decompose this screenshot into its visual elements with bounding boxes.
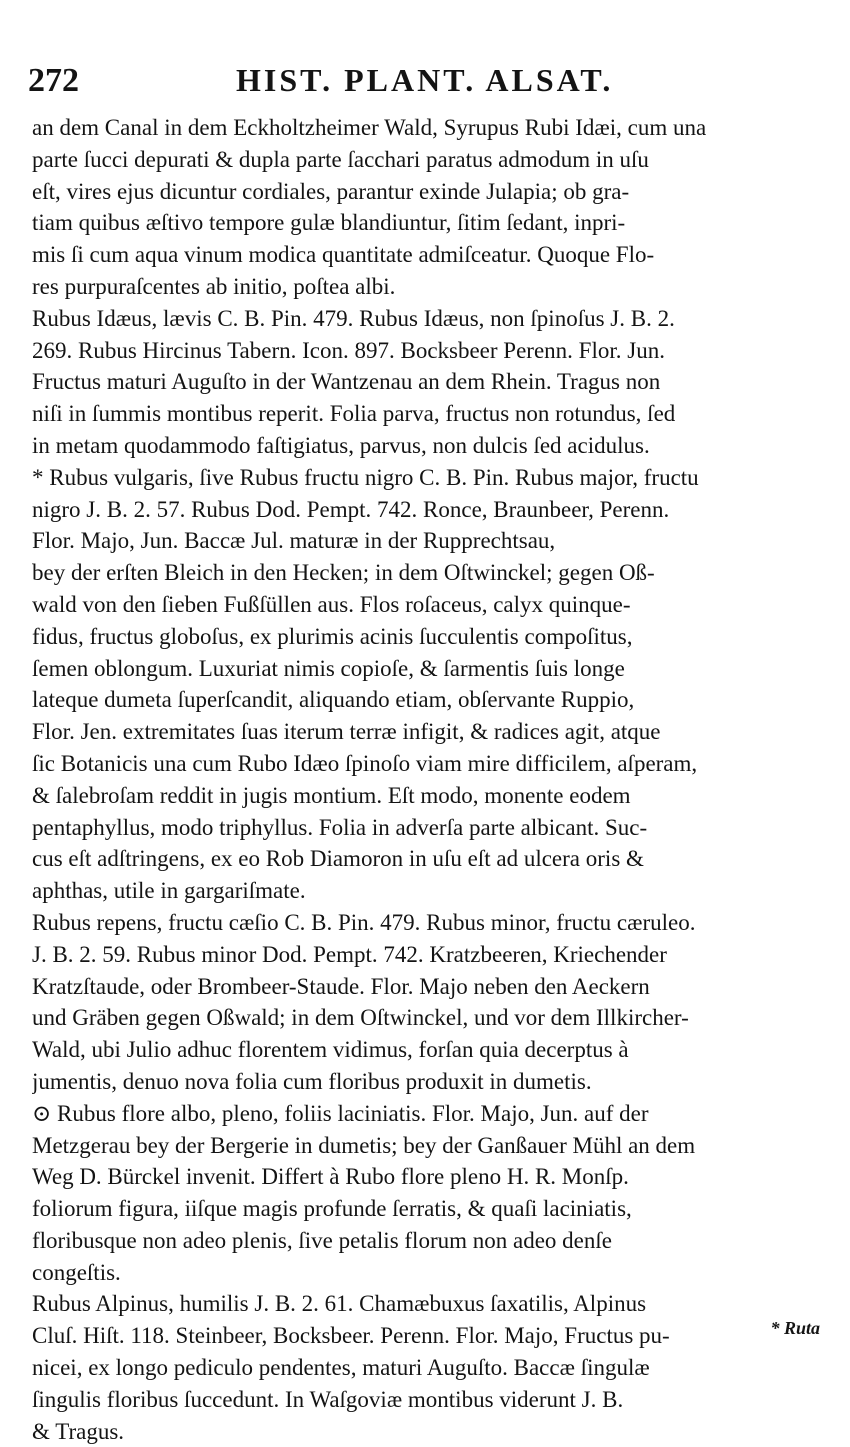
- text-line: mis ſi cum aqua vinum modica quantitate admiſceatur. Quoque Flo-: [32, 242, 655, 268]
- text-line: parte ſucci depurati & dupla parte ſacchari paratus admodum in uſu: [32, 146, 649, 172]
- text-line: bey der erſten Bleich in den Hecken; in dem Oſtwinckel; gegen Oß-: [32, 560, 655, 586]
- text-line: wald von den ſieben Fußſüllen aus. Flos roſaceus, calyx quinque-: [32, 591, 631, 617]
- text-line: tiam quibus æſtivo tempore gulæ blandiuntur, ſitim ſedant, inpri-: [32, 210, 626, 236]
- text-line: fidus, fructus globoſus, ex plurimis acinis ſucculentis compoſitus,: [32, 623, 633, 649]
- text-line: niſi in ſummis montibus reperit. Folia parva, fructus non rotundus, ſed: [32, 401, 676, 427]
- text-line: nigro J. B. 2. 57. Rubus Dod. Pempt. 742. Ronce, Braunbeer, Perenn.: [32, 496, 670, 522]
- text-line: J. B. 2. 59. Rubus minor Dod. Pempt. 742. Kratzbeeren, Kriechender: [32, 941, 667, 967]
- text-line: Rubus Alpinus, humilis J. B. 2. 61. Chamæbuxus ſaxatilis, Alpinus: [32, 1291, 647, 1317]
- text-line: 269. Rubus Hircinus Tabern. Icon. 897. Bocksbeer Perenn. Flor. Jun.: [32, 337, 665, 363]
- running-head: HIST. PLANT. ALSAT.: [236, 62, 614, 98]
- text-line: Cluſ. Hiſt. 118. Steinbeer, Bocksbeer. Perenn. Flor. Majo, Fructus pu-: [32, 1323, 670, 1349]
- text-line: Weg D. Bürckel invenit. Differt à Rubo flore pleno H. R. Monſp.: [32, 1164, 629, 1190]
- text-line: floribusque non adeo plenis, ſive petalis florum non adeo denſe: [32, 1227, 612, 1253]
- text-line: aphthas, utile in gargariſmate.: [32, 878, 306, 904]
- body-text: [32, 112, 822, 1447]
- text-line: Rubus Idæus, lævis C. B. Pin. 479. Rubus Idæus, non ſpinoſus J. B. 2.: [32, 305, 675, 331]
- page-number: 272: [28, 62, 79, 99]
- text-line: an dem Canal in dem Eckholtzheimer Wald, Syrupus Rubi Idæi, cum una: [32, 115, 707, 140]
- text-line: lateque dumeta ſuperſcandit, aliquando etiam, obſervante Ruppio,: [32, 687, 635, 713]
- catchword: * Ruta: [770, 1318, 820, 1338]
- text-line: foliorum figura, iiſque magis profunde ſerratis, & quaſi laciniatis,: [32, 1196, 632, 1222]
- text-line: cus eſt adſtringens, ex eo Rob Diamoron in uſu eſt ad ulcera oris &: [32, 846, 644, 872]
- text-line: & ſalebroſam reddit in jugis montium. Eſt modo, monente eodem: [32, 782, 631, 808]
- text-line: und Gräben gegen Oßwald; in dem Oſtwinckel, und vor dem Illkircher-: [32, 1005, 689, 1031]
- text-line: pentaphyllus, modo triphyllus. Folia in adverſa parte albicant. Suc-: [32, 814, 648, 840]
- text-line: Flor. Jen. extremitates ſuas iterum terræ infigit, & radices agit, atque: [32, 719, 661, 745]
- text-line: Wald, ubi Julio adhuc florentem vidimus, forſan quia decerptus à: [32, 1037, 629, 1063]
- text-line: in metam quodammodo faſtigiatus, parvus, non dulcis ſed acidulus.: [32, 432, 650, 458]
- page-header: [28, 62, 810, 102]
- text-line: congeſtis.: [32, 1259, 121, 1285]
- text-line: jumentis, denuo nova folia cum floribus produxit in dumetis.: [32, 1068, 592, 1094]
- text-line: Fructus maturi Auguſto in der Wantzenau an dem Rhein. Tragus non: [32, 369, 661, 395]
- text-line: Kratzſtaude, oder Brombeer-Staude. Flor. Majo neben den Aeckern: [32, 973, 650, 999]
- text-line: Metzgerau bey der Bergerie in dumetis; bey der Ganßauer Mühl an dem: [32, 1132, 696, 1158]
- text-line: Flor. Majo, Jun. Baccæ Jul. maturæ in der Rupprechtsau,: [32, 528, 556, 554]
- text-line: ⊙ Rubus flore albo, pleno, foliis laciniatis. Flor. Majo, Jun. auf der: [32, 1100, 649, 1126]
- text-line: eſt, vires ejus dicuntur cordiales, parantur exinde Julapia; ob gra-: [32, 178, 630, 204]
- text-line: * Rubus vulgaris, ſive Rubus fructu nigro C. B. Pin. Rubus major, fructu: [32, 464, 699, 490]
- text-line: res purpuraſcentes ab initio, poſtea albi.: [32, 273, 396, 299]
- text-line: & Tragus.: [32, 1418, 125, 1444]
- text-line: ſingulis floribus ſuccedunt. In Waſgoviæ montibus viderunt J. B.: [32, 1386, 624, 1412]
- text-line: ſic Botanicis una cum Rubo Idæo ſpinoſo viam mire difficilem, aſperam,: [32, 750, 698, 776]
- text-line: Rubus repens, fructu cæſio C. B. Pin. 479. Rubus minor, fructu cæruleo.: [32, 909, 696, 935]
- text-line: nicei, ex longo pediculo pendentes, maturi Auguſto. Baccæ ſingulæ: [32, 1355, 650, 1381]
- text-line: ſemen oblongum. Luxuriat nimis copioſe, & ſarmentis ſuis longe: [32, 655, 625, 681]
